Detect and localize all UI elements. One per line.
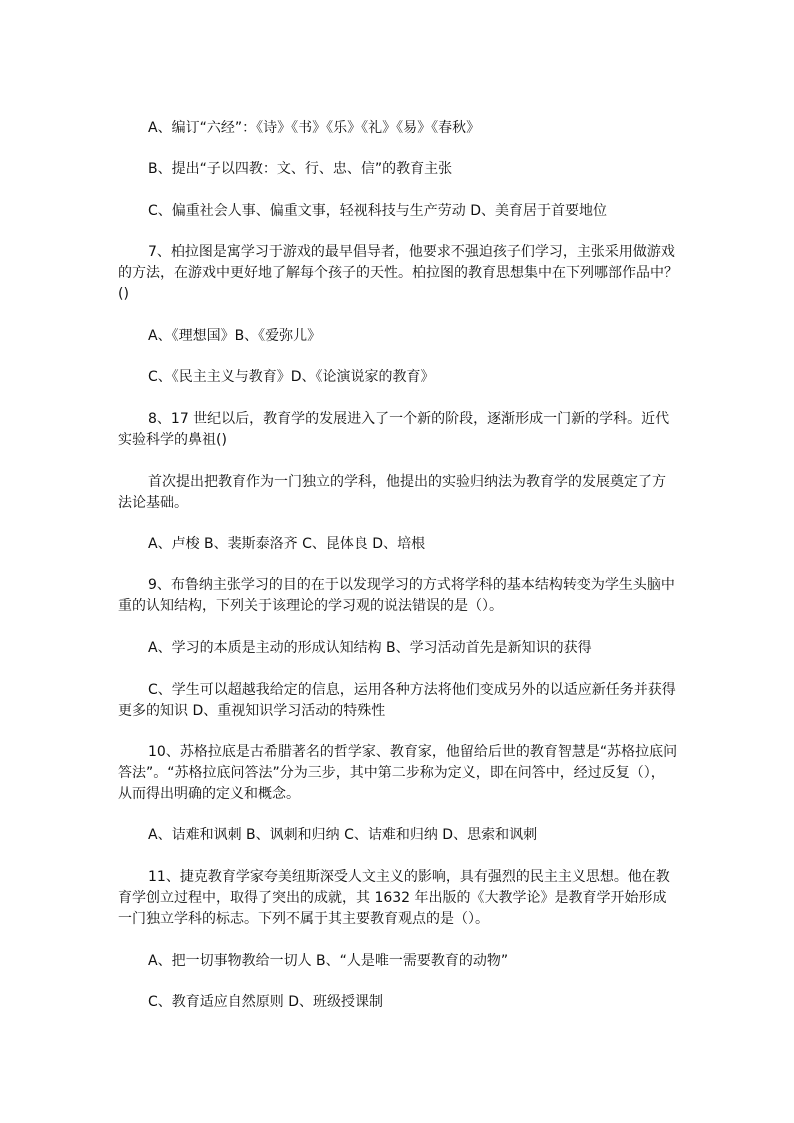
q11-options-c-d: C、教育适应自然原则 D、班级授课制 — [148, 994, 384, 1010]
q6-options-c-d: C、偏重社会人事、偏重文事，轻视科技与生产劳动 D、美育居于首要地位 — [148, 203, 608, 219]
q7-options-c-d: C、《民主主义与教育》D、《论演说家的教育》 — [148, 369, 435, 385]
q11-stem: 11、捷克教育学家夸美纽斯深受人文主义的影响，具有强烈的民主主义思想。他在教育学创立过程中，取得了突出的成就，其 1632 年出版的《大教学论》是教育学开始形成一门独立学科的标志。下列不属于其主要教育观点的是（）。 — [118, 869, 670, 927]
q8-stem-continued: 首次提出把教育作为一门独立的学科，他提出的实验归纳法为教育学的发展奠定了方法论基础。 — [118, 474, 666, 511]
q11-options-a-b: A、把一切事物教给一切人 B、“人是唯一需要教育的动物” — [148, 953, 509, 969]
q9-stem: 9、布鲁纳主张学习的目的在于以发现学习的方式将学科的基本结构转变为学生头脑中重的认知结构，下列关于该理论的学习观的说法错误的是（）。 — [118, 577, 675, 614]
q6-option-b: B、提出“子以四教：文、行、忠、信”的教育主张 — [148, 161, 453, 177]
q6-option-a: A、编订“六经”：《诗》《书》《乐》《礼》《易》《春秋》 — [148, 120, 481, 136]
q9-options-a-b: A、学习的本质是主动的形成认知结构 B、学习活动首先是新知识的获得 — [148, 640, 592, 656]
q8-stem: 8、17 世纪以后，教育学的发展进入了一个新的阶段，逐渐形成一门新的学科。近代实验科学的鼻祖() — [118, 411, 670, 448]
q10-stem: 10、苏格拉底是古希腊著名的哲学家、教育家，他留给后世的教育智慧是“苏格拉底问答法”。“苏格拉底问答法”分为三步，其中第二步称为定义，即在问答中，经过反复（），从而得出明确的定义和概念。 — [118, 744, 678, 802]
q9-options-c-d: C、学生可以超越我给定的信息，运用各种方法将他们变成另外的以适应新任务并获得更多的知识 D、重视知识学习活动的特殊性 — [118, 682, 676, 719]
q10-options: A、诘难和讽刺 B、讽刺和归纳 C、诘难和归纳 D、思索和讽刺 — [148, 827, 538, 843]
q7-stem: 7、柏拉图是寓学习于游戏的最早倡导者，他要求不强迫孩子们学习，主张采用做游戏的方法，在游戏中更好地了解每个孩子的天性。柏拉图的教育思想集中在下列哪部作品中？() — [118, 244, 678, 302]
q8-options: A、卢梭 B、裴斯泰洛齐 C、昆体良 D、培根 — [148, 536, 426, 552]
q7-options-a-b: A、《理想国》B、《爱弥儿》 — [148, 328, 322, 344]
